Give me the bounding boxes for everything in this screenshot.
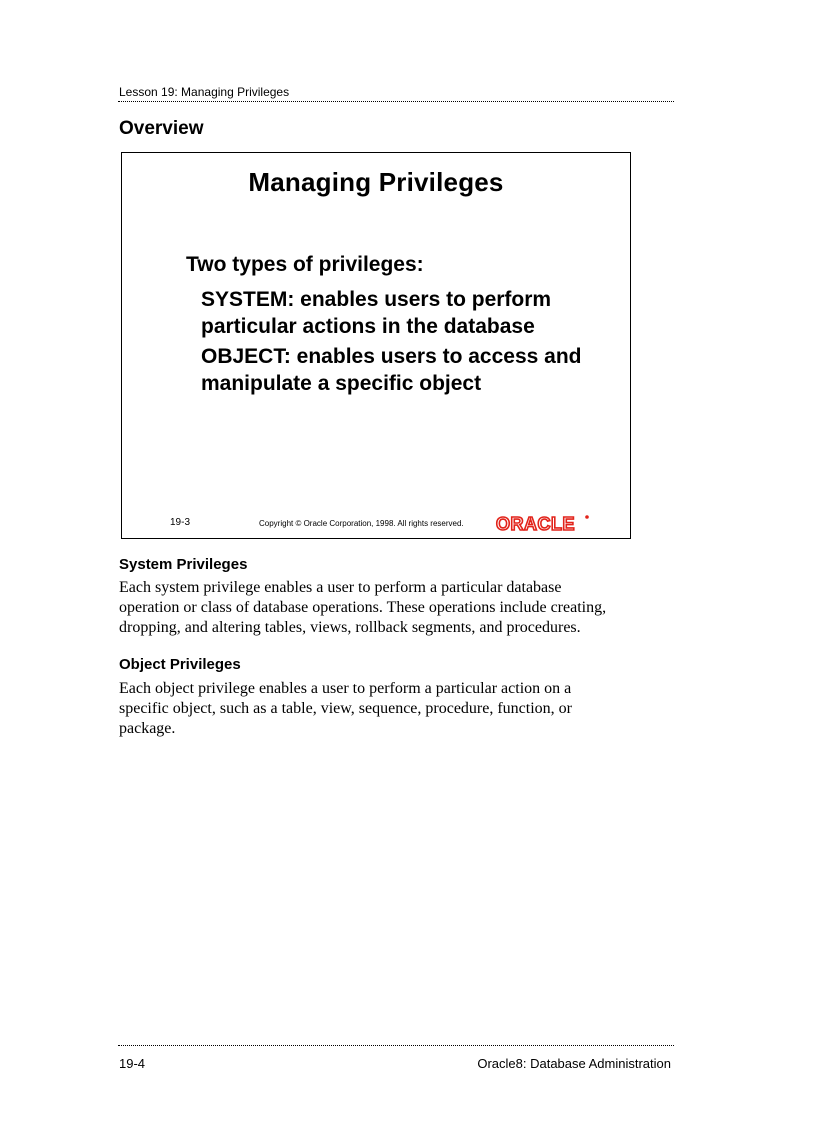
oracle-logo-text: ORACLE bbox=[496, 514, 575, 533]
slide-bullet-object: OBJECT: enables users to access and manipulate a specific object bbox=[201, 345, 582, 395]
system-privileges-text: Each system privilege enables a user to perform a particular database operation or class of database operations. These operations include creating, dropping, and altering tables, views, rollback segments, and procedures. bbox=[119, 579, 607, 636]
object-privileges-text: Each object privilege enables a user to perform a particular action on a specific object, such as a table, view, sequence, procedure, function, or package. bbox=[119, 680, 572, 737]
slide-title: Managing Privileges bbox=[248, 167, 504, 197]
object-privileges-heading: Object Privileges bbox=[119, 656, 241, 673]
slide-frame bbox=[121, 152, 631, 539]
oracle-logo bbox=[495, 513, 591, 533]
running-header: Lesson 19: Managing Privileges bbox=[119, 85, 290, 99]
slide-bullet-system: SYSTEM: enables users to perform particular actions in the database bbox=[201, 288, 552, 338]
slide-number: 19-3 bbox=[170, 517, 191, 528]
oracle-logo-dot bbox=[585, 515, 589, 519]
footer-book-title: Oracle8: Database Administration bbox=[477, 1056, 671, 1071]
system-privileges-heading: System Privileges bbox=[119, 556, 248, 573]
slide-copyright: Copyright © Oracle Corporation, 1998. All rights reserved. bbox=[259, 519, 464, 528]
footer-page-number: 19-4 bbox=[119, 1056, 146, 1071]
slide-intro: Two types of privileges: bbox=[186, 253, 424, 276]
section-title: Overview bbox=[119, 118, 204, 139]
header-divider bbox=[118, 101, 674, 102]
footer-divider bbox=[118, 1045, 674, 1046]
